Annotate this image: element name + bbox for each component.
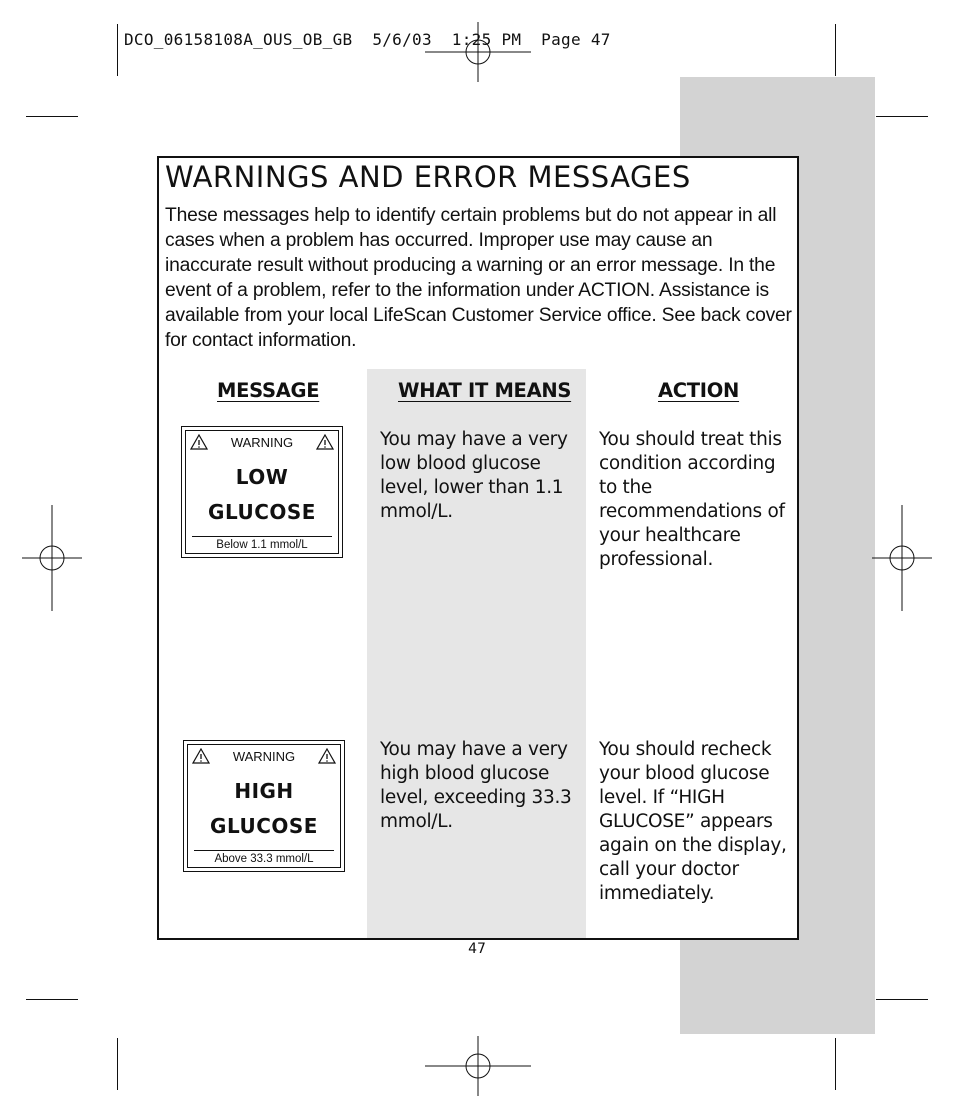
registration-mark-right <box>872 505 932 611</box>
crop-mark-top-right-v <box>835 24 836 76</box>
low-glucose-action: You should treat this condition according to the recommendations of your healthcare professional. <box>599 429 785 570</box>
header-what-it-means: WHAT IT MEANS <box>398 379 572 402</box>
high-glucose-display <box>183 740 345 872</box>
crop-mark-bottom-left-v <box>117 1038 118 1090</box>
display-line-1: HIGH <box>234 779 294 803</box>
page-number: 47 <box>468 941 486 957</box>
crop-mark-top-left-h <box>26 116 78 117</box>
high-glucose-meaning: You may have a very high blood glucose level, exceeding 33.3 mmol/L. <box>380 739 572 832</box>
display-warning-label: WARNING <box>230 435 294 450</box>
low-glucose-meaning: You may have a very low blood glucose level, lower than 1.1 mmol/L. <box>380 429 568 522</box>
header-message: MESSAGE <box>217 379 320 402</box>
display-line-2: GLUCOSE <box>208 500 316 524</box>
low-glucose-display <box>181 426 343 558</box>
content-frame <box>157 156 799 940</box>
printer-slug: DCO_06158108A_OUS_OB_GB 5/6/03 1:25 PM Page 47 <box>124 30 611 49</box>
display-line-2: GLUCOSE <box>210 814 318 838</box>
warning-triangle-icon <box>316 434 334 450</box>
registration-mark-top <box>425 22 531 82</box>
display-divider <box>194 850 334 851</box>
crop-mark-bottom-right-v <box>835 1038 836 1090</box>
display-range-label: Below 1.1 mmol/L <box>216 539 308 551</box>
crop-mark-bottom-right-h <box>876 999 928 1000</box>
crop-mark-top-left-v <box>117 24 118 76</box>
display-warning-label: WARNING <box>232 749 296 764</box>
display-range-label: Above 33.3 mmol/L <box>214 853 314 865</box>
crop-mark-bottom-left-h <box>26 999 78 1000</box>
page-title: WARNINGS AND ERROR MESSAGES <box>165 160 691 194</box>
registration-mark-left <box>22 505 82 611</box>
registration-mark-bottom <box>425 1036 531 1096</box>
high-glucose-action: You should recheck your blood glucose level. If “HIGH GLUCOSE” appears again on the display, call your doctor immediately. <box>599 739 787 904</box>
display-line-1: LOW <box>235 465 289 489</box>
warning-triangle-icon <box>318 748 336 764</box>
display-divider <box>192 536 332 537</box>
intro-paragraph: These messages help to identify certain problems but do not appear in all cases when a problem has occurred. Improper use may cause an inaccurate result without producing a warning or an error message. In the event of a problem, refer to the information under ACTION. Assistance is available from your local LifeScan Customer Service office. See back cover for contact information. <box>165 205 792 351</box>
crop-mark-top-right-h <box>876 116 928 117</box>
header-action: ACTION <box>658 379 740 402</box>
